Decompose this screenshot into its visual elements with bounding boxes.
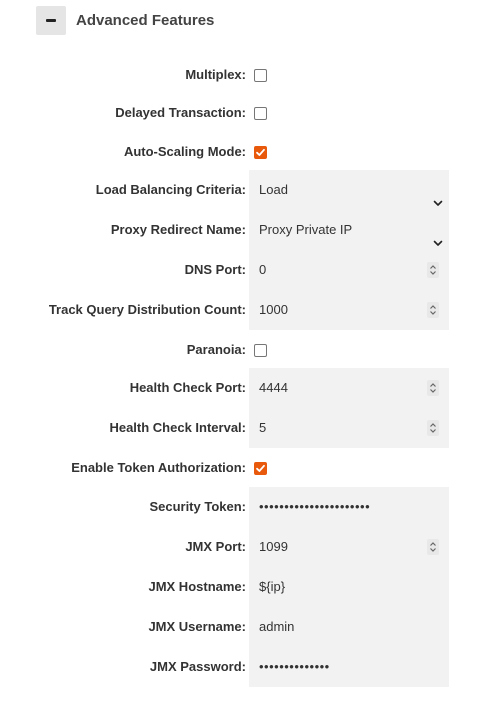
chevron-down-icon [433,184,443,194]
jmx-password-value: •••••••••••••• [259,659,330,674]
jmx-username-value: admin [259,619,295,634]
jmx-port-input[interactable] [249,527,449,567]
collapse-button[interactable] [36,6,66,35]
health-check-port-input[interactable] [249,368,449,408]
stepper-icon[interactable] [427,539,439,555]
jmx-username-label: JMX Username: [148,619,246,634]
delayed-transaction-checkbox[interactable] [254,107,267,120]
multiplex-label: Multiplex: [185,67,246,82]
row-multiplex [0,55,492,95]
row-load-balancing-criteria [0,170,492,210]
row-paranoia [0,330,492,370]
security-token-value: •••••••••••••••••••••• [259,499,371,514]
row-jmx-port [0,527,492,567]
stepper-icon[interactable] [427,420,439,436]
stepper-icon[interactable] [427,380,439,396]
check-icon [255,147,266,158]
load-balancing-criteria-label: Load Balancing Criteria: [95,182,246,197]
enable-token-authorization-label: Enable Token Authorization: [71,460,246,475]
load-balancing-criteria-select[interactable] [249,170,449,210]
row-health-check-interval [0,408,492,448]
jmx-hostname-label: JMX Hostname: [148,579,246,594]
health-check-interval-input[interactable] [249,408,449,448]
jmx-password-label: JMX Password: [149,659,246,674]
load-balancing-criteria-value: Load [259,182,288,197]
stepper-icon[interactable] [427,302,439,318]
chevron-down-icon [433,224,443,234]
dns-port-input[interactable] [249,250,449,290]
multiplex-checkbox[interactable] [254,69,267,82]
stepper-icon[interactable] [427,262,439,278]
jmx-hostname-input[interactable] [249,567,449,607]
health-check-interval-label: Health Check Interval: [109,420,246,435]
enable-token-authorization-checkbox[interactable] [254,462,267,475]
row-delayed-transaction [0,93,492,133]
delayed-transaction-label: Delayed Transaction: [115,105,246,120]
security-token-password-input[interactable] [249,487,449,527]
track-query-distribution-count-value: 1000 [259,302,288,317]
dns-port-value: 0 [259,262,267,277]
track-query-distribution-count-label: Track Query Distribution Count: [48,302,246,317]
row-jmx-password [0,647,492,687]
check-icon [255,463,266,474]
row-proxy-redirect-name [0,210,492,250]
row-track-query-distribution-count [0,290,492,330]
jmx-port-label: JMX Port: [185,539,246,554]
security-token-label: Security Token: [149,499,246,514]
proxy-redirect-name-label: Proxy Redirect Name: [110,222,246,237]
row-enable-token-authorization [0,448,492,488]
dns-port-label: DNS Port: [184,262,246,277]
section-title: Advanced Features [76,12,215,29]
jmx-password-password-input[interactable] [249,647,449,687]
health-check-interval-value: 5 [259,420,267,435]
row-jmx-username [0,607,492,647]
health-check-port-value: 4444 [259,380,288,395]
row-dns-port [0,250,492,290]
paranoia-checkbox[interactable] [254,344,267,357]
minus-icon [46,19,56,22]
row-health-check-port [0,368,492,408]
track-query-distribution-count-input[interactable] [249,290,449,330]
health-check-port-label: Health Check Port: [129,380,246,395]
jmx-hostname-value: ${ip} [259,579,286,594]
jmx-port-value: 1099 [259,539,288,554]
section-header [36,6,214,35]
proxy-redirect-name-value: Proxy Private IP [259,222,353,237]
proxy-redirect-name-select[interactable] [249,210,449,250]
row-security-token [0,487,492,527]
row-jmx-hostname [0,567,492,607]
row-auto-scaling-mode [0,132,492,172]
auto-scaling-mode-label: Auto-Scaling Mode: [123,144,246,159]
paranoia-label: Paranoia: [186,342,246,357]
jmx-username-input[interactable] [249,607,449,647]
auto-scaling-mode-checkbox[interactable] [254,146,267,159]
